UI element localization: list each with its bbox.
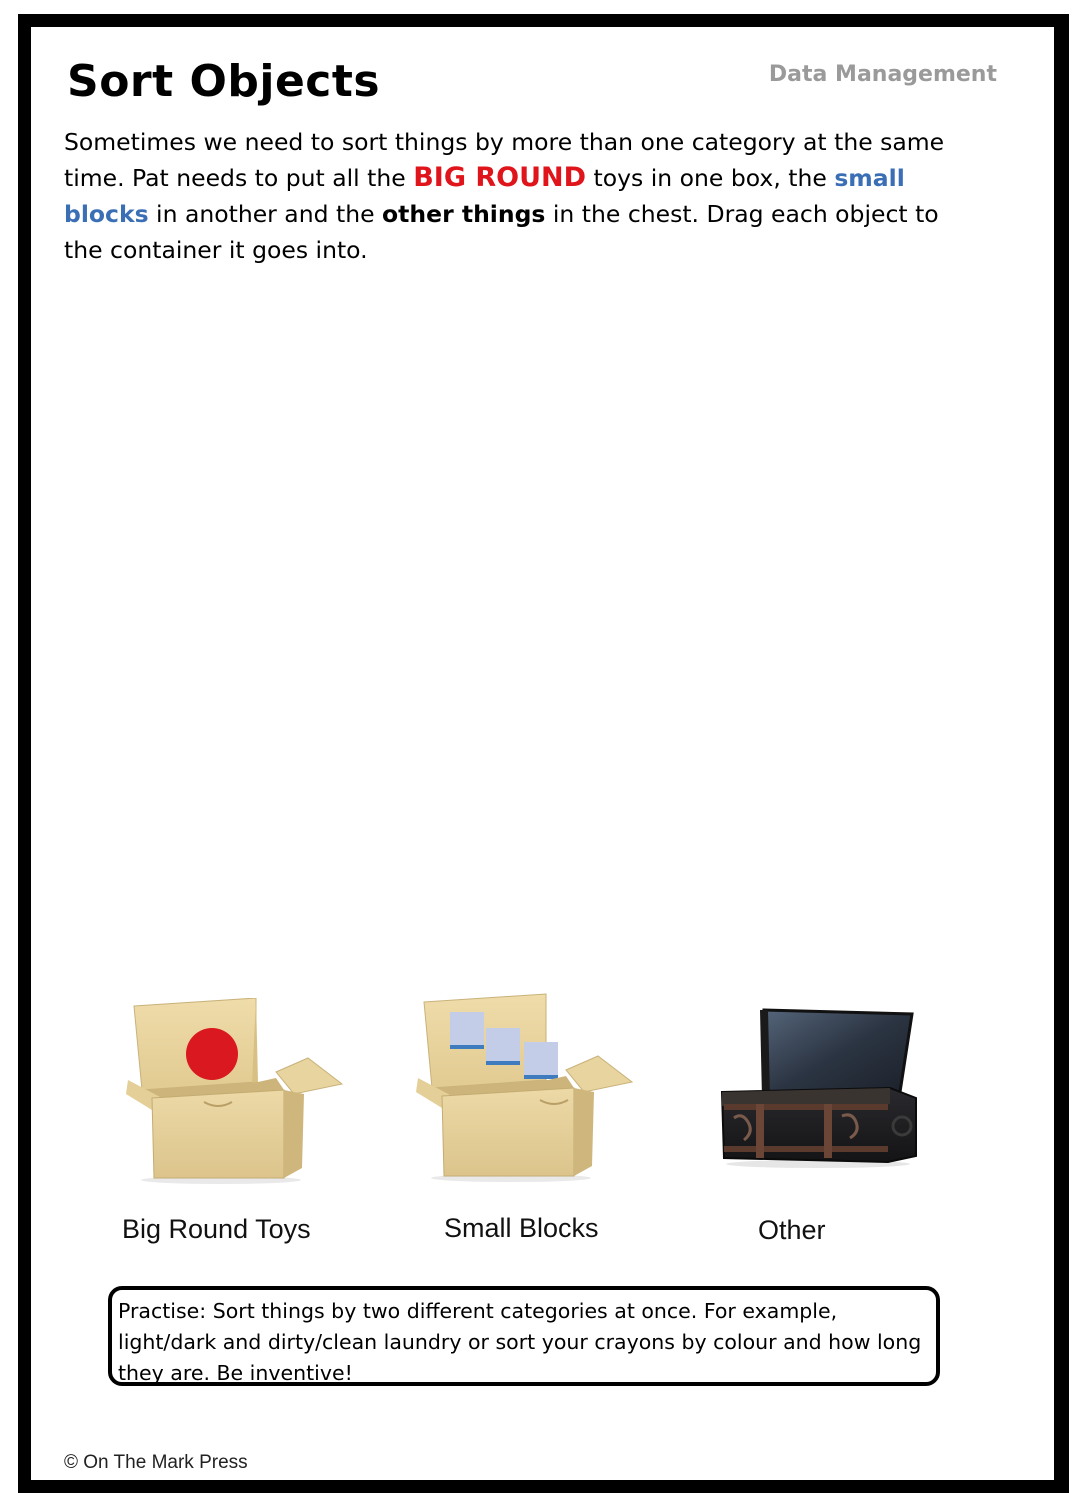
other-container[interactable] xyxy=(720,1008,920,1168)
page-title: Sort Objects xyxy=(67,56,381,107)
treasure-chest-icon xyxy=(720,1008,920,1168)
small-blocks-highlight: small blocks xyxy=(64,164,905,228)
big-round-toys-label: Big Round Toys xyxy=(122,1214,311,1244)
practise-text: Practise: Sort things by two different categories at once. For example, light/dark and dirty/clean laundry or sort your crayons by colour and how long they are. Be inventive! xyxy=(118,1299,922,1385)
instructions-part-1: Sometimes we need to sort things by more than one category at the same time. Pat needs to put all the xyxy=(64,128,945,192)
instructions xyxy=(64,124,979,268)
practise-box xyxy=(108,1286,940,1386)
small-blocks-container[interactable] xyxy=(416,992,636,1182)
copyright-footer: © On The Mark Press xyxy=(64,1452,248,1473)
big-round-toys-container[interactable] xyxy=(126,998,346,1184)
instructions-part-4: in the chest. Drag each object to the container it goes into. xyxy=(64,200,939,264)
other-label: Other xyxy=(758,1215,826,1245)
instructions-part-3: in another and the xyxy=(148,200,383,228)
subject-label: Data Management xyxy=(768,62,997,87)
open-box-blue-blocks-icon xyxy=(416,992,636,1182)
big-round-highlight: BIG ROUND xyxy=(413,162,587,193)
other-things-highlight: other things xyxy=(382,200,546,228)
open-box-red-circle-icon xyxy=(126,998,346,1184)
instructions-part-2: toys in one box, the xyxy=(586,164,835,192)
small-blocks-label: Small Blocks xyxy=(444,1213,599,1243)
